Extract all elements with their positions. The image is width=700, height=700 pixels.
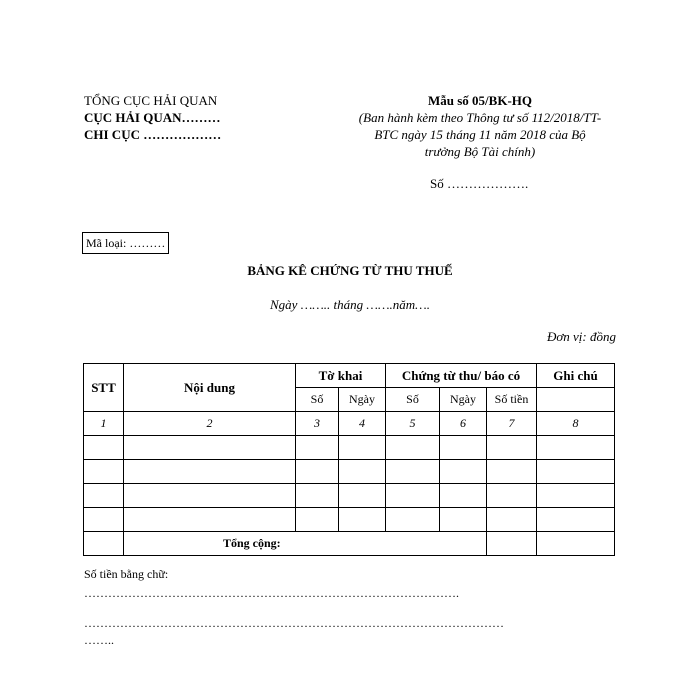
table-cell — [84, 508, 124, 532]
table-cell — [339, 436, 386, 460]
col-num-6: 6 — [440, 412, 487, 436]
table-cell — [386, 436, 440, 460]
date-line: Ngày …….. tháng …….năm…. — [270, 297, 430, 312]
issuer-dept: CỤC HẢI QUAN……… — [84, 110, 221, 125]
issuer-general-dept: TỔNG CỤC HẢI QUAN — [84, 93, 218, 108]
total-row — [84, 532, 615, 556]
table-cell — [84, 484, 124, 508]
table-cell — [487, 460, 537, 484]
amount-in-words-line1: …………………………………………………………………………………. — [84, 586, 459, 600]
col-num-2: 2 — [124, 412, 296, 436]
table-cell — [440, 436, 487, 460]
subheader-receipt-date: Ngày — [440, 388, 487, 412]
table-cell — [440, 460, 487, 484]
table-cell — [84, 436, 124, 460]
subheader-note-empty — [537, 388, 615, 412]
total-amount-cell — [487, 532, 537, 556]
table-cell — [537, 460, 615, 484]
table-cell — [339, 460, 386, 484]
table-row — [84, 508, 615, 532]
table-cell — [84, 460, 124, 484]
col-num-4: 4 — [339, 412, 386, 436]
table-cell — [440, 484, 487, 508]
issued-note-line2: BTC ngày 15 tháng 11 năm 2018 của Bộ — [374, 127, 586, 142]
table-cell — [487, 484, 537, 508]
form-info-block — [340, 92, 620, 160]
table-cell — [487, 436, 537, 460]
header-row-1 — [84, 364, 615, 388]
type-code-box: Mã loại: ……… — [82, 232, 169, 254]
table-cell — [339, 484, 386, 508]
table-cell — [124, 436, 296, 460]
subheader-amount: Số tiền — [487, 388, 537, 412]
table-cell — [537, 484, 615, 508]
table-row — [84, 484, 615, 508]
issued-note-line3: trưởng Bộ Tài chính) — [424, 144, 536, 159]
header-declaration: Tờ khai — [296, 364, 386, 388]
table-cell — [84, 532, 124, 556]
table-cell — [296, 484, 339, 508]
table-cell — [537, 508, 615, 532]
issuer-block — [84, 92, 221, 143]
issuer-branch: CHI CỤC ……………… — [84, 127, 222, 142]
table-cell — [124, 460, 296, 484]
col-num-5: 5 — [386, 412, 440, 436]
subheader-decl-date: Ngày — [339, 388, 386, 412]
table-cell — [386, 508, 440, 532]
document-title: BẢNG KÊ CHỨNG TỪ THU THUẾ — [247, 263, 453, 278]
table-row — [84, 436, 615, 460]
subheader-decl-number: Số — [296, 388, 339, 412]
table-cell — [386, 484, 440, 508]
column-number-row — [84, 412, 615, 436]
table-cell — [537, 532, 615, 556]
table-cell — [296, 460, 339, 484]
subheader-receipt-number: Số — [386, 388, 440, 412]
table-cell — [487, 508, 537, 532]
header-receipt: Chứng từ thu/ báo có — [386, 364, 537, 388]
col-num-8: 8 — [537, 412, 615, 436]
receipt-table — [83, 363, 615, 556]
col-num-1: 1 — [84, 412, 124, 436]
table-cell — [386, 460, 440, 484]
amount-in-words-line2: …………………………………………………………………………………………… — [84, 616, 504, 630]
amount-in-words-line3: …….. — [84, 633, 114, 647]
table-cell — [440, 508, 487, 532]
table-cell — [124, 508, 296, 532]
header-stt: STT — [84, 364, 124, 412]
col-num-3: 3 — [296, 412, 339, 436]
form-number: Mẫu số 05/BK-HQ — [427, 93, 532, 108]
table-cell — [124, 484, 296, 508]
table-cell — [537, 436, 615, 460]
header-content: Nội dung — [124, 364, 296, 412]
total-label: Tổng cộng: — [124, 532, 487, 556]
col-num-7: 7 — [487, 412, 537, 436]
amount-in-words-label: Số tiền bằng chữ: — [84, 567, 169, 581]
unit-label: Đơn vị: đồng — [546, 329, 616, 344]
document-number: Số ………………. — [430, 176, 529, 191]
issued-note-line1: (Ban hành kèm theo Thông tư số 112/2018/TT- — [358, 110, 602, 125]
table-row — [84, 460, 615, 484]
table-cell — [296, 436, 339, 460]
header-note: Ghi chú — [537, 364, 615, 388]
table-cell — [339, 508, 386, 532]
table-cell — [296, 508, 339, 532]
